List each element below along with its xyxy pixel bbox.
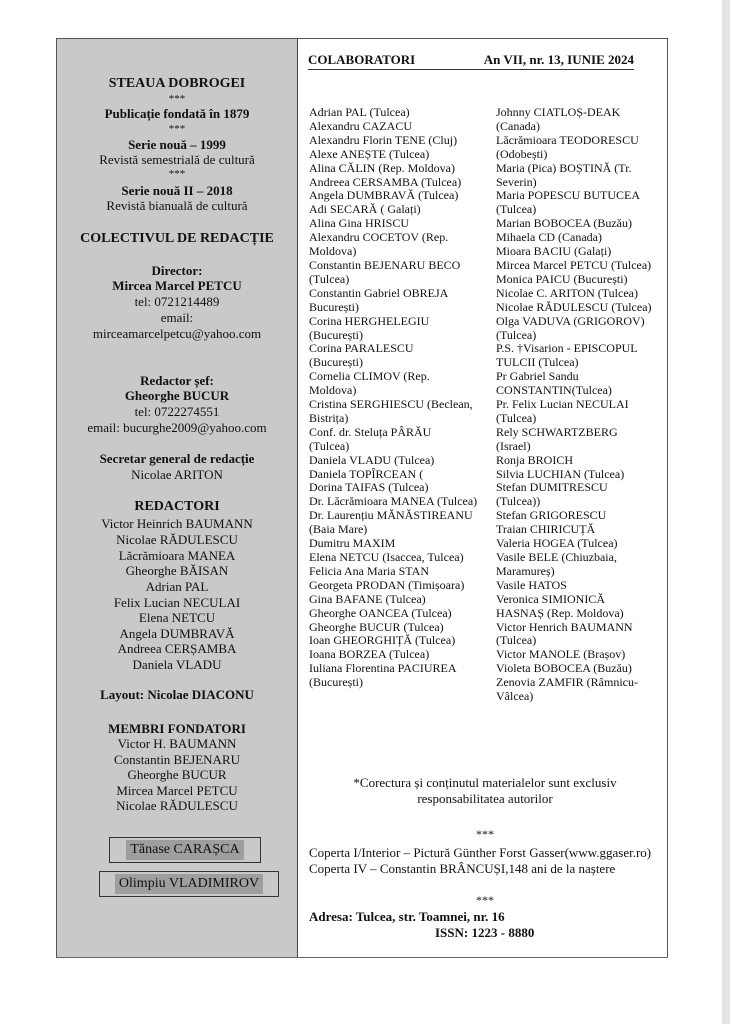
collaborator-item: Ronja BROICH: [496, 452, 574, 467]
collaborator-item: Elena NETCU (Isaccea, Tulcea): [309, 550, 464, 564]
collaborator-item: Monica PAICU (București): [496, 271, 628, 286]
collaborator-item: Johnny CIATLOȘ-DEAK: [496, 105, 621, 119]
collaborator-item: Valeria HOGEA (Tulcea): [496, 536, 618, 551]
director-label: Director:: [151, 263, 203, 278]
series1-title: Serie nouă – 1999: [128, 137, 226, 152]
chief-email: email: bucurghe2009@yahoo.com: [87, 420, 267, 435]
collaborator-item: Alexandru Florin TENE (Cluj): [309, 132, 458, 147]
masthead-sidebar: [57, 39, 298, 957]
founder-item: Mircea Marcel PETCU: [116, 783, 238, 798]
collaborator-item: (Odobești): [496, 146, 548, 161]
collaborator-item: Angela DUMBRAVĂ (Tulcea): [309, 188, 459, 203]
cover-credit-1: Coperta I/Interior – Pictură Günther Forst Gasser(www.ggaser.ro): [309, 845, 652, 860]
viewer-edge: [722, 0, 730, 1024]
collaborator-item: (Tulcea): [496, 202, 537, 217]
collaborator-item: Cornelia CLIMOV (Rep.: [309, 369, 430, 384]
collaborator-item: Alexandru COCETOV (Rep.: [309, 230, 449, 245]
collaborator-item: Bistrița): [309, 410, 349, 425]
founder-item: Victor H. BAUMANN: [117, 736, 237, 751]
collaborator-item: (Israel): [496, 438, 531, 453]
collaborator-item: Rely SCHWARTZBERG: [496, 424, 618, 439]
collaborator-item: Vasile BELE (Chiuzbaia,: [496, 550, 617, 564]
collaborator-item: HASNAȘ (Rep. Moldova): [496, 605, 624, 620]
collaborator-item: Marian BOBOCEA (Buzău): [496, 216, 632, 231]
director-email-label: email:: [160, 310, 194, 325]
collaborator-item: Severin): [496, 174, 537, 189]
collaborator-item: Ioan GHEORGHIȚĂ (Tulcea): [309, 633, 456, 648]
collaborator-item: (București): [309, 327, 363, 342]
founder-item: Gheorghe BUCUR: [127, 767, 227, 782]
collaborator-item: Maria (Pica) BOȘTINĂ (Tr.: [496, 160, 632, 175]
issn-line: ISSN: 1223 - 8880: [435, 925, 535, 940]
collaborator-item: Traian CHIRICUȚĂ: [496, 522, 596, 537]
collaborator-item: Maria POPESCU BUTUCEA: [496, 188, 641, 203]
separator-stars: ***: [476, 827, 494, 841]
collaborator-item: Mircea Marcel PETCU (Tulcea): [496, 257, 652, 272]
collaborator-item: CONSTANTIN(Tulcea): [496, 383, 612, 398]
collaborator-item: (Tulcea)): [496, 494, 541, 509]
founded-line: Publicație fondată în 1879: [104, 106, 250, 121]
collaborator-item: Olga VADUVA (GRIGOROV): [496, 313, 645, 328]
collaborator-item: (Tulcea): [309, 271, 350, 286]
separator-stars: ***: [168, 93, 186, 105]
founder-item: Constantin BEJENARU: [113, 752, 241, 767]
collaborator-item: (Canada): [496, 118, 540, 133]
collaborator-item: TULCII (Tulcea): [496, 355, 579, 370]
collaborator-item: Alexe ANEȘTE (Tulcea): [309, 146, 430, 161]
section-title: COLABORATORI: [308, 52, 416, 67]
collaborators-column-2: [496, 106, 666, 704]
director-name: Mircea Marcel PETCU: [112, 278, 242, 293]
series2-desc: Revistă bianuală de cultură: [106, 198, 248, 213]
founders-heading: MEMBRI FONDATORI: [108, 721, 246, 736]
collaborator-item: Alina CĂLIN (Rep. Moldova): [309, 160, 455, 175]
series2-title: Serie nouă II – 2018: [121, 183, 233, 198]
collaborator-item: Adrian PAL (Tulcea): [309, 105, 410, 119]
collaborator-item: Dorina TAIFAS (Tulcea): [309, 480, 429, 495]
collaborator-item: Dr. Lăcrămioara MANEA (Tulcea): [309, 494, 478, 509]
editor-item: Felix Lucian NECULAI: [113, 595, 241, 610]
cover-credit-4: Coperta IV – Constantin BRÂNCUȘI,148 ani de la naștere: [309, 861, 616, 876]
collaborator-item: Silvia LUCHIAN (Tulcea): [496, 466, 625, 481]
collaborator-item: Lăcrămioara TEODORESCU: [496, 132, 639, 147]
collaborator-item: (Tulcea): [496, 410, 537, 425]
collaborator-item: București): [309, 299, 359, 314]
editor-item: Daniela VLADU: [132, 657, 222, 672]
address-line: Adresa: Tulcea, str. Toamnei, nr. 16: [309, 909, 505, 924]
collaborator-item: (Tulcea): [496, 327, 537, 342]
series1-desc: Revistă semestrială de cultură: [99, 152, 255, 167]
separator-stars: ***: [168, 168, 186, 180]
chief-phone: tel: 0722274551: [134, 404, 220, 419]
collaborator-item: Georgeta PRODAN (Timișoara): [309, 577, 465, 592]
collaborator-item: Nicolae RĂDULESCU (Tulcea): [496, 299, 652, 314]
note-line-1: *Corectura și conținutul materialelor sunt exclusiv: [353, 775, 617, 790]
collaborator-item: Mioara BACIU (Galați): [496, 244, 612, 259]
editor-item: Victor Heinrich BAUMANN: [101, 516, 253, 531]
collaborators-column-1: [309, 106, 495, 690]
editors-heading: REDACTORI: [134, 499, 220, 514]
collaborator-item: Mihaela CD (Canada): [496, 230, 602, 245]
collaborator-item: Constantin BEJENARU BECO: [309, 257, 461, 272]
collaborator-item: Cristina SERGHIESCU (Beclean,: [309, 397, 473, 412]
collaborator-item: Gheorghe BUCUR (Tulcea): [309, 619, 444, 634]
collaborator-item: Maramureș): [496, 563, 555, 578]
collaborator-item: Corina PARALESCU: [309, 341, 414, 356]
chief-name: Gheorghe BUCUR: [124, 388, 230, 403]
collaborator-item: (București): [309, 355, 363, 370]
collaborator-item: Zenovia ZAMFIR (Râmnicu-: [496, 675, 638, 690]
memorial-box-2: [99, 871, 279, 897]
collaborator-item: Ioana BORZEA (Tulcea): [309, 647, 430, 662]
editor-item: Adrian PAL: [145, 579, 209, 594]
collaborator-item: Iuliana Florentina PACIUREA: [309, 661, 457, 676]
collaborator-item: Gheorghe OANCEA (Tulcea): [309, 605, 452, 620]
collaborator-item: Stefan DUMITRESCU: [496, 480, 608, 495]
collaborator-item: Alina Gina HRISCU: [309, 216, 409, 231]
collaborator-item: Veronica SIMIONICĂ: [496, 591, 605, 606]
issue-number: An VII, nr. 13, IUNIE 2024: [483, 52, 634, 67]
director-phone: tel: 0721214489: [134, 294, 220, 309]
responsibility-note: [305, 775, 665, 807]
collaborator-item: Moldova): [309, 383, 357, 398]
secretary-label: Secretar general de redacție: [99, 451, 255, 466]
editor-item: Gheorghe BĂISAN: [125, 563, 229, 578]
collaborator-item: Vâlcea): [496, 689, 534, 704]
collaborator-item: (Tulcea): [496, 633, 537, 648]
frame-bottom-rule: [56, 957, 668, 958]
director-email: mirceamarcelpetcu@yahoo.com: [92, 326, 262, 341]
editor-item: Elena NETCU: [138, 610, 216, 625]
collaborator-item: Corina HERGHELEGIU: [309, 313, 430, 328]
memorial-name-1: Tănase CARAȘCA: [126, 840, 243, 860]
collaborator-item: Dr. Laurențiu MĂNĂSTIREANU: [309, 508, 473, 523]
collaborator-item: Moldova): [309, 244, 357, 259]
editor-item: Nicolae RĂDULESCU: [116, 532, 238, 547]
collaborator-item: Pr. Felix Lucian NECULAI: [496, 397, 629, 412]
collaborator-item: Conf. dr. Steluța PÂRĂU: [309, 424, 432, 439]
collaborator-item: (Tulcea): [309, 438, 350, 453]
separator-stars: ***: [168, 123, 186, 135]
header-rule: [308, 69, 634, 70]
collaborator-item: Constantin Gabriel OBREJA: [309, 285, 449, 300]
collaborator-item: Andreea CERSAMBA (Tulcea): [309, 174, 462, 189]
collaborator-item: Victor Henrich BAUMANN: [496, 619, 633, 634]
collaborator-item: Felicia Ana Maria STAN: [309, 563, 430, 578]
collaborator-item: Victor MANOLE (Brașov): [496, 647, 626, 662]
collaborator-item: P.S. †Visarion - EPISCOPUL: [496, 341, 638, 356]
collaborator-item: Stefan GRIGORESCU: [496, 508, 607, 523]
separator-stars: ***: [476, 893, 494, 907]
editorial-heading: COLECTIVUL DE REDACȚIE: [80, 231, 274, 246]
collaborator-item: (Baia Mare): [309, 522, 368, 537]
editor-item: Angela DUMBRAVĂ: [119, 626, 235, 641]
memorial-name-2: Olimpiu VLADIMIROV: [115, 874, 263, 894]
masthead-title: STEAUA DOBROGEI: [108, 76, 246, 91]
memorial-box-1: [109, 837, 261, 863]
collaborator-item: Daniela TOPÎRCEAN (: [309, 466, 424, 481]
collaborator-item: Daniela VLADU (Tulcea): [309, 452, 435, 467]
collaborator-item: Adi SECARĂ ( Galați): [309, 202, 421, 217]
collaborator-item: (București): [309, 675, 363, 690]
collaborator-item: Dumitru MAXIM: [309, 536, 396, 551]
collaborator-item: Alexandru CAZACU: [309, 118, 412, 133]
secretary-name: Nicolae ARITON: [131, 467, 223, 482]
collaborator-item: Gina BAFANE (Tulcea): [309, 591, 426, 606]
collaborator-item: Violeta BOBOCEA (Buzău): [496, 661, 632, 676]
collaborator-item: Vasile HATOS: [496, 577, 567, 592]
collaborator-item: Pr Gabriel Sandu: [496, 369, 579, 384]
editor-item: Lăcrămioara MANEA: [118, 548, 236, 563]
collaborator-item: Nicolae C. ARITON (Tulcea): [496, 285, 638, 300]
note-line-2: responsabilitatea autorilor: [417, 791, 553, 806]
founder-item: Nicolae RĂDULESCU: [116, 798, 238, 813]
chief-label: Redactor șef:: [140, 373, 214, 388]
layout-credit: Layout: Nicolae DIACONU: [100, 687, 254, 702]
editor-item: Andreea CERȘAMBA: [117, 641, 237, 656]
